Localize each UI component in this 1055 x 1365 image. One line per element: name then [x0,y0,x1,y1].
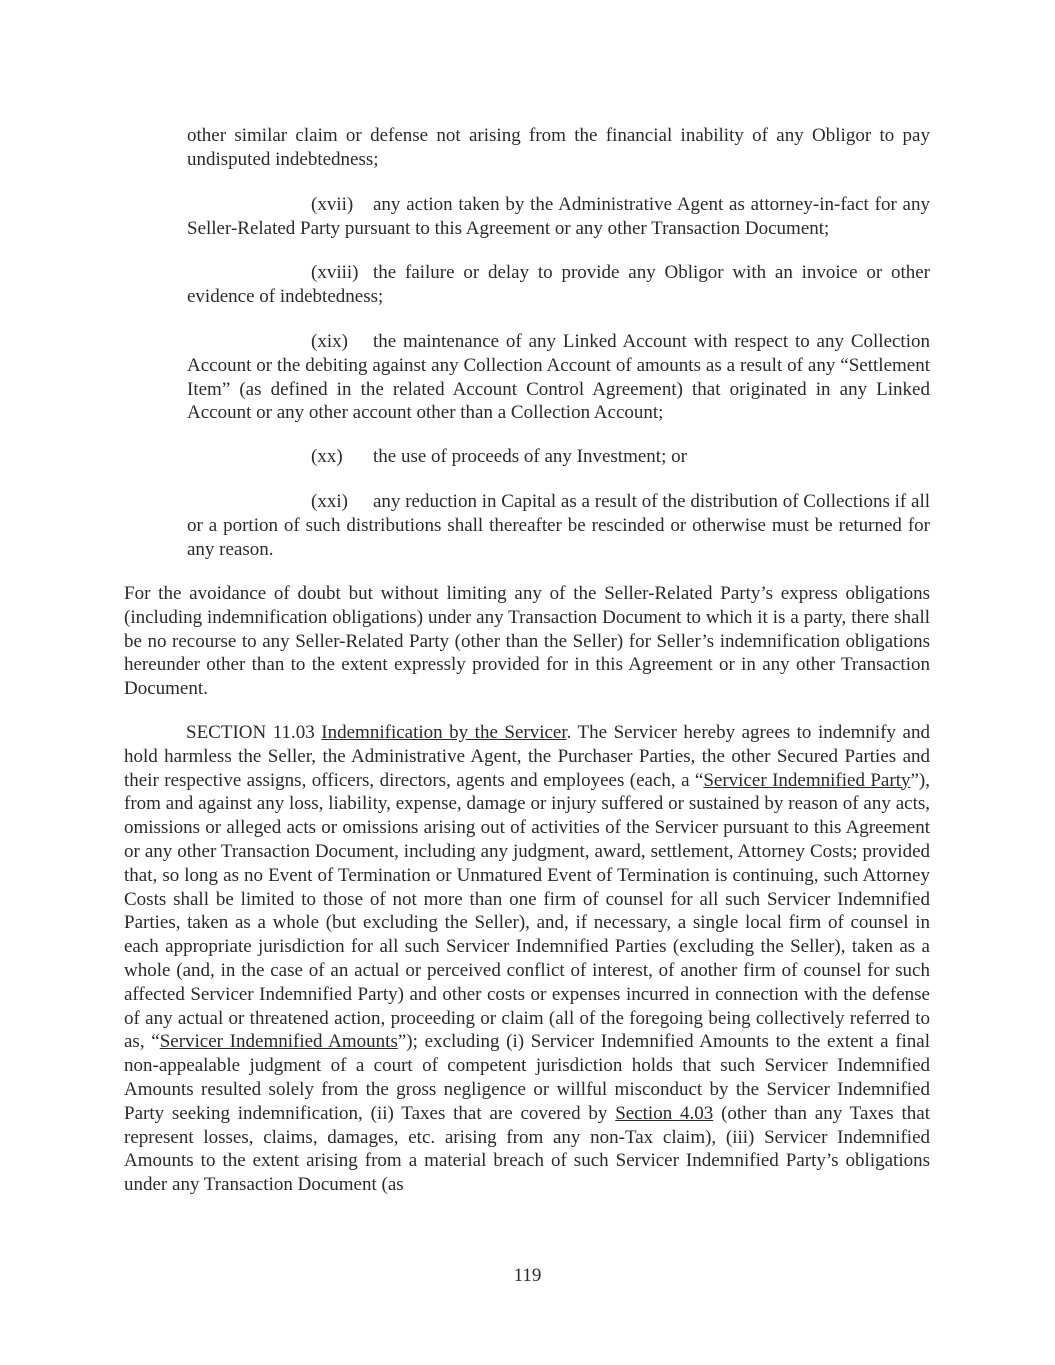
item-number: (xx) [311,446,343,467]
page-number: 119 [513,1265,542,1286]
item-number: (xxi) [311,491,348,512]
avoidance-text: For the avoidance of doubt but without limiting any of the Seller-Related Party’s express obligations (including indemnification obligations) under any Transaction Document to which it is a party, there shall be no recourse to any Seller-Related Party (other than the Seller) for Seller’s indemnification obligations hereunder other than to the extent expressly provided for in this Agreement or in any other Transaction Document. [124,583,930,700]
section-reference: Section 4.03 [615,1102,714,1124]
item-text: any action taken by the Administrative Agent as attorney-in-fact for any Seller-Related Party pursuant to this Agreement or any other Transaction Document; [187,194,930,239]
list-item [187,490,930,561]
continuation-paragraph [187,124,930,172]
section-text: . The Servicer hereby agrees to indemnify and hold harmless the Seller, the Administrative Agent, the Purchaser Parties, the other Secured Parties and their respective assigns, officers, directors, agents and employees (each, a “ [124,722,930,791]
item-number: (xix) [311,331,348,352]
list-item [187,193,930,241]
section-text: (other than any Taxes that represent losses, claims, damages, etc. arising from any non-Tax claim), (iii) Servicer Indemnified Amounts to the extent arising from a material breach of such Servicer Indemnified Party’s obligations under any Transaction Document (as [124,1102,931,1196]
section-label: SECTION 11.03 [186,722,315,743]
item-number: (xvii) [311,194,354,215]
item-text: the failure or delay to provide any Obligor with an invoice or other evidence of indebtedness; [187,262,930,307]
item-text: any reduction in Capital as a result of the distribution of Collections if all or a portion of such distributions shall thereafter be rescinded or otherwise must be returned for any reason. [187,491,930,560]
defined-term: Servicer Indemnified Amounts [159,1031,398,1053]
list-item [187,261,930,309]
continuation-text: other similar claim or defense not arising from the financial inability of any Obligor to pay undisputed indebtedness; [187,125,930,170]
section-heading: Indemnification by the Servicer [321,722,567,743]
item-number: (xviii) [311,262,359,283]
item-text: the use of proceeds of any Investment; or [373,446,687,467]
item-text: the maintenance of any Linked Account with respect to any Collection Account or the debiting against any Collection Account of amounts as a result of any “Settlement Item” (as defined in the related Account Control Agreement) that originated in any Linked Account or any other account other than a Collection Account; [187,331,930,424]
avoidance-paragraph [124,582,930,701]
section-text: ”), from and against any loss, liability, expense, damage or injury suffered or sustained by reason of any acts, omissions or alleged acts or omissions arising out of activities of the Servicer pursuant to this Agreement or any other Transaction Document, including any judgment, award, settlement, Attorney Costs; provided that, so long as no Event of Termination or Unmatured Event of Termination is continuing, such Attorney Costs shall be limited to those of not more than one firm of counsel for all such Servicer Indemnified Parties, taken as a whole (but excluding the Seller), and, if necessary, a single local firm of counsel in each appropriate jurisdiction for all such Servicer Indemnified Parties (excluding the Seller), taken as a whole (and, in the case of an actual or perceived conflict of interest, of another firm of counsel for such affected Servicer Indemnified Party) and other costs or expenses incurred in connection with the defense of any actual or threatened action, proceeding or claim (all of the foregoing being collectively referred to as, “ [124,769,930,1053]
section-11-03-paragraph [124,721,930,1197]
list-item [187,445,930,469]
section-text: ”); excluding (i) Servicer Indemnified Amounts to the extent a final non-appealable judgment of a court of competent jurisdiction holds that such Servicer Indemnified Amounts resulted solely from the gross negligence or willful misconduct by the Servicer Indemnified Party seeking indemnification, (ii) Taxes that are covered by [124,1031,931,1124]
list-item [187,330,930,425]
defined-term: Servicer Indemnified Party [703,769,911,791]
